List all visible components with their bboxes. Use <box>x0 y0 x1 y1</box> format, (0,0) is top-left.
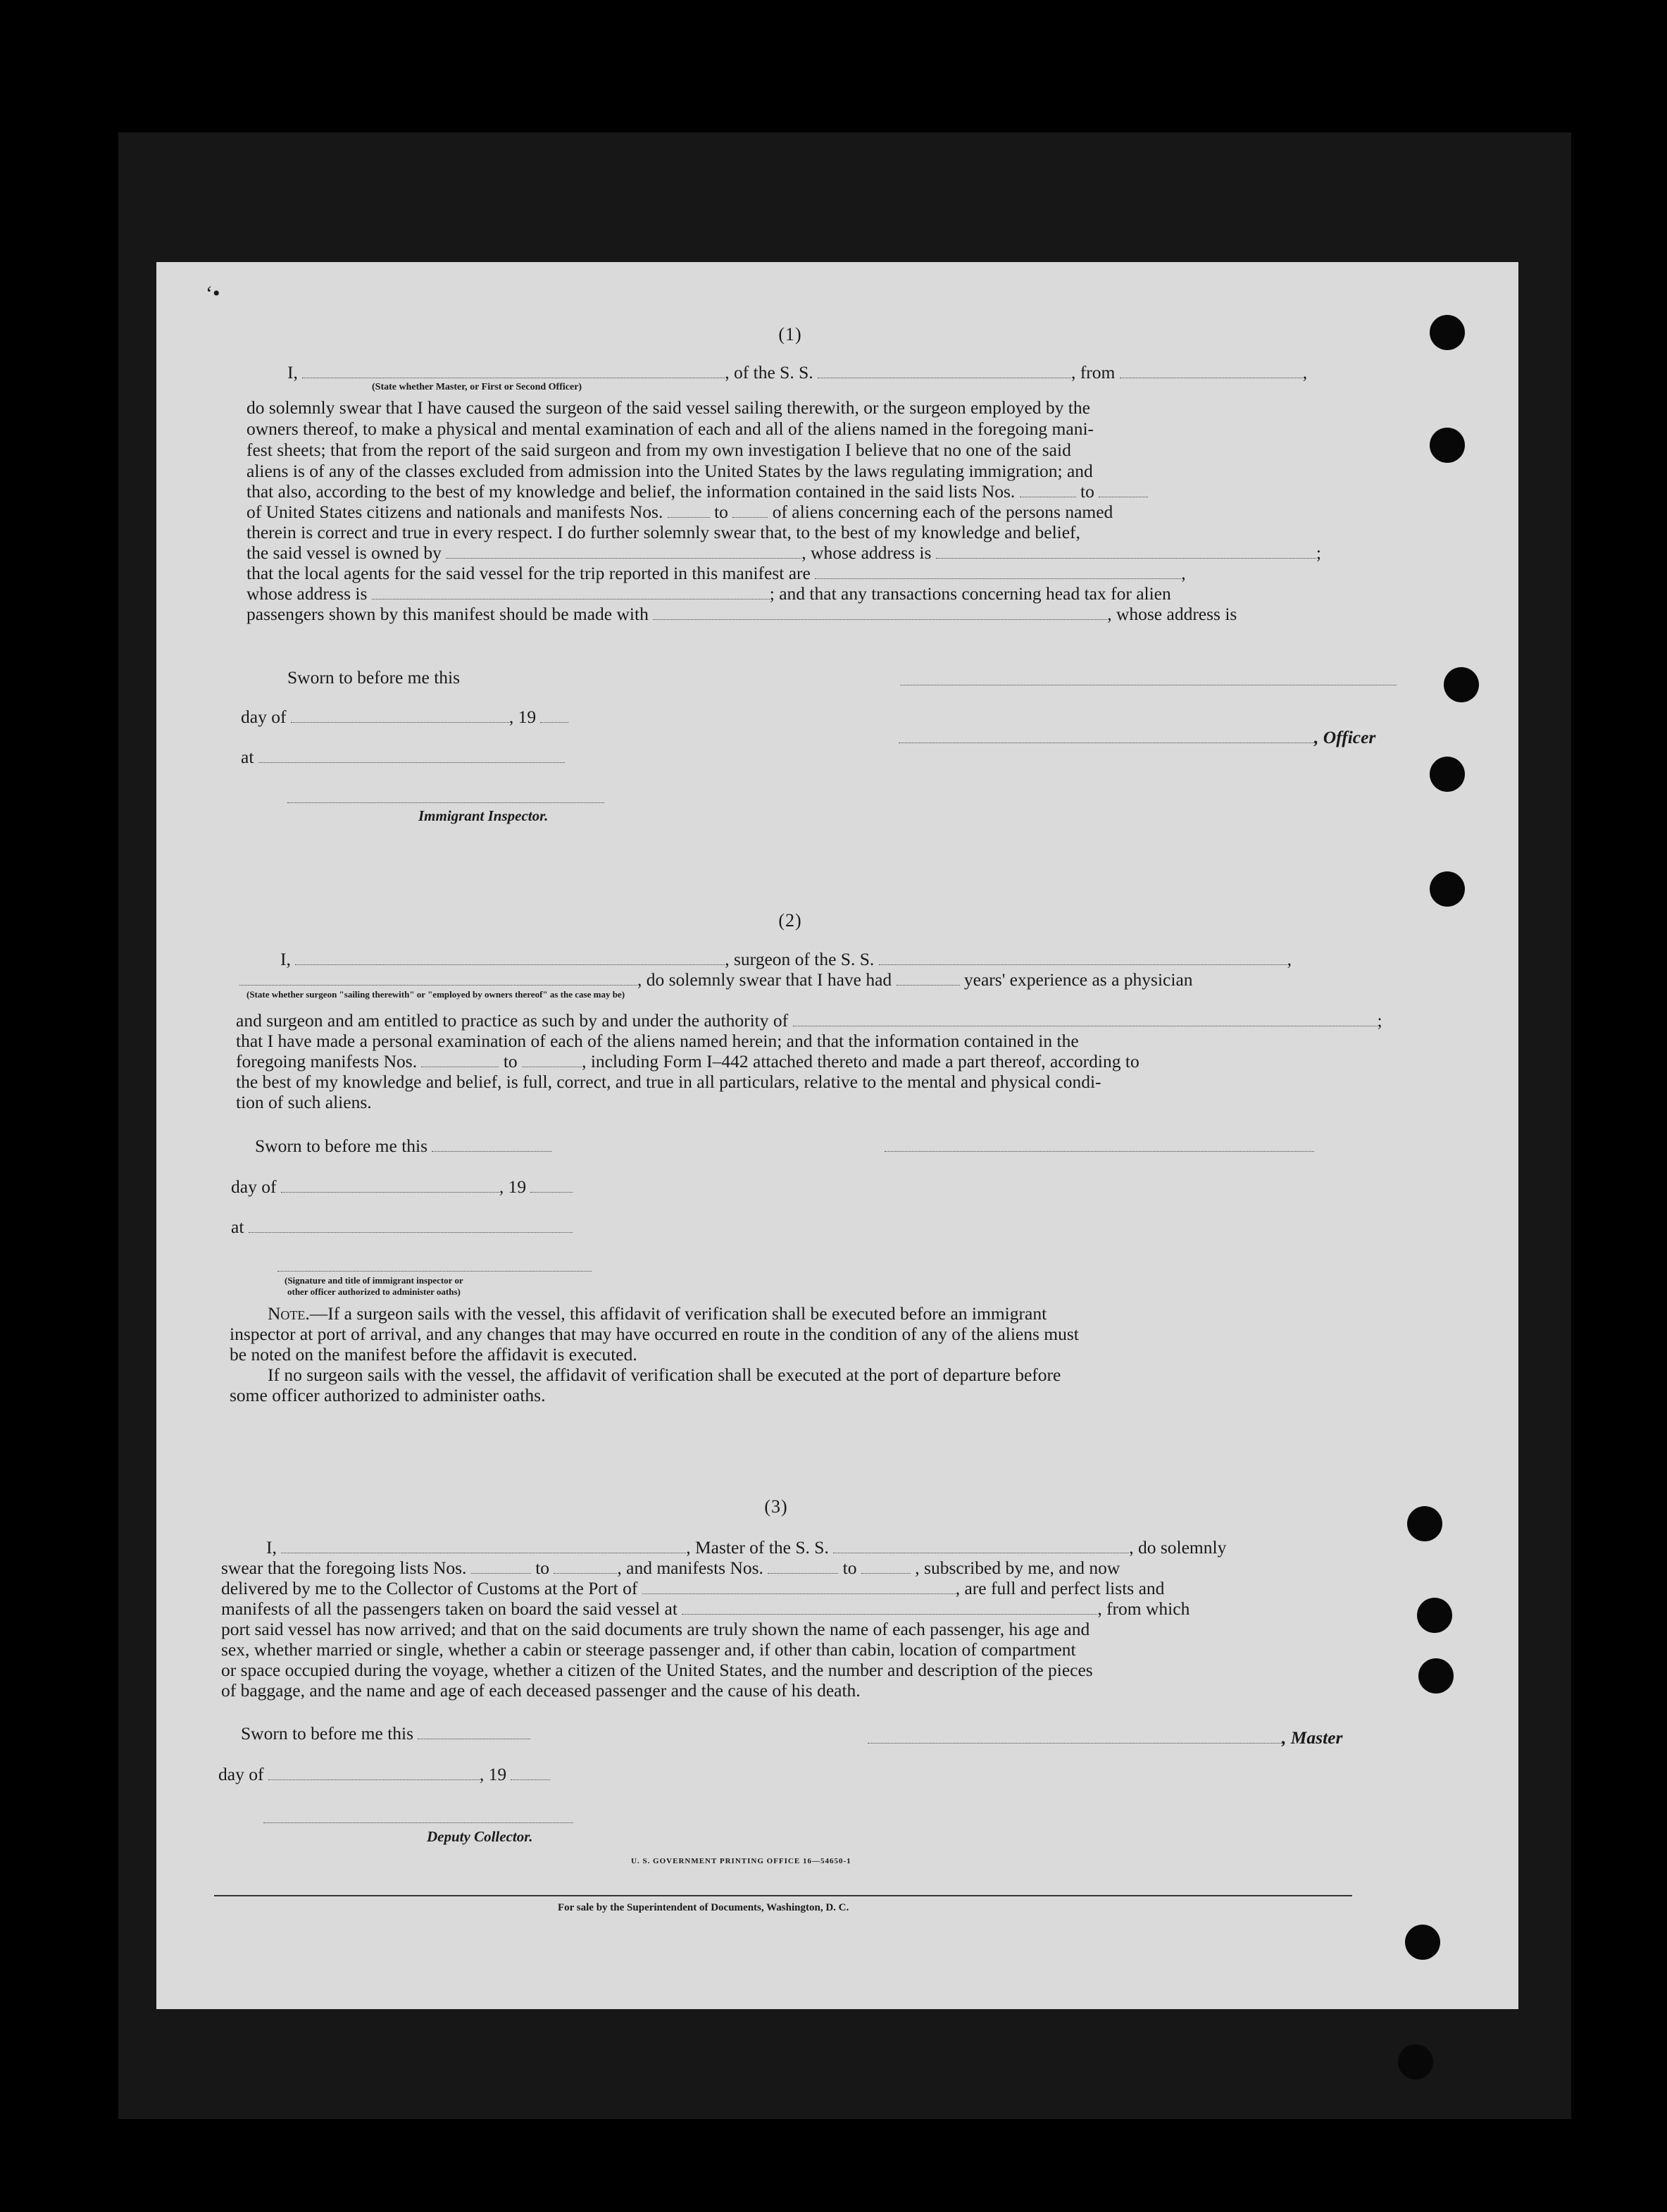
from-port-field[interactable] <box>1120 364 1303 378</box>
s3-line-2: swear that the foregoing lists Nos. to , and manifests Nos. to , subscribed by me, and now <box>221 1558 1120 1578</box>
punch-hole-icon <box>1430 871 1465 907</box>
s2-manifest-to-field[interactable] <box>522 1052 582 1067</box>
vessel-name-field[interactable] <box>818 364 1071 378</box>
s1-para-line: whose address is ; and that any transactions concerning head tax for alien <box>246 583 1171 604</box>
s2-at-field[interactable] <box>249 1218 573 1233</box>
note-line: If no surgeon sails with the vessel, the affidavit of verification shall be executed at the port of departure before <box>268 1365 1061 1385</box>
deputy-label: Deputy Collector. <box>427 1828 533 1845</box>
s1-officer-hint: (State whether Master, or First or Second Officer) <box>372 382 582 392</box>
s1-at-field[interactable] <box>258 748 565 763</box>
s1-sworn-line: Sworn to before me this <box>287 667 461 688</box>
s2-para-line: tion of such aliens. <box>236 1092 372 1112</box>
s3-list-from-field[interactable] <box>471 1559 531 1574</box>
list-no-to-field[interactable] <box>1099 483 1148 497</box>
s3-manifest-from-field[interactable] <box>768 1559 838 1574</box>
footer-rule <box>214 1895 1352 1896</box>
note-line: some officer authorized to administer oaths. <box>230 1385 546 1405</box>
s3-day-field[interactable] <box>268 1765 480 1780</box>
s3-manifest-to-field[interactable] <box>861 1559 911 1574</box>
years-experience-field[interactable] <box>897 971 960 986</box>
s2-vessel-field[interactable] <box>879 950 1287 965</box>
agents-address-field[interactable] <box>372 585 770 599</box>
s2-inspector-signature-line[interactable] <box>277 1271 592 1272</box>
s1-day-field[interactable] <box>291 708 509 723</box>
s3-para-line: sex, whether married or single, whether a cabin or steerage passenger and, if other than cabin, location of compartment <box>221 1639 1076 1660</box>
note-line: Note.—If a surgeon sails with the vessel, this affidavit of verification shall be executed before an immigrant <box>268 1303 1047 1324</box>
s3-day-line: day of , 19 <box>218 1764 550 1785</box>
officer-signature-field[interactable] <box>899 728 1314 743</box>
s2-day-line: day of , 19 <box>231 1176 573 1198</box>
s2-line-1: I, , surgeon of the S. S. , <box>280 949 1292 969</box>
punch-hole-icon <box>1430 315 1465 350</box>
s3-master-line: , Master <box>868 1727 1342 1748</box>
punch-hole-icon <box>1430 757 1465 792</box>
for-sale-note: For sale by the Superintendent of Documents, Washington, D. C. <box>558 1902 849 1913</box>
s3-para-line: or space occupied during the voyage, whether a citizen of the United States, and the number and description of the pieces <box>221 1660 1093 1680</box>
s3-para-line: port said vessel has now arrived; and that on the said documents are truly shown the name of each passenger, his age and <box>221 1619 1090 1639</box>
manifest-no-from-field[interactable] <box>668 503 710 518</box>
s2-para-line: the best of my knowledge and belief, is full, correct, and true in all particulars, relative to the mental and physical condi- <box>236 1071 1101 1092</box>
head-tax-party-field[interactable] <box>653 605 1107 620</box>
s2-para-line: foregoing manifests Nos. to , including Form I–442 attached thereto and made a part thereof, according to <box>236 1051 1140 1071</box>
punch-hole-icon <box>1430 428 1465 463</box>
section-2-number: (2) <box>778 910 802 931</box>
owner-address-field[interactable] <box>936 544 1316 559</box>
corner-mark: ʻ• <box>206 282 220 305</box>
form-page <box>156 262 1518 2009</box>
s1-para-line: aliens is of any of the classes excluded from admission into the United States by the laws regulating immigration; and <box>246 461 1093 481</box>
s2-year-field[interactable] <box>530 1178 573 1193</box>
s3-sworn-line: Sworn to before me this <box>241 1723 530 1744</box>
s1-para-line: do solemnly swear that I have caused the surgeon of the said vessel sailing therewith, or the surgeon employed by the <box>246 397 1090 418</box>
s1-day-line: day of , 19 <box>241 707 568 728</box>
punch-hole-icon <box>1405 1925 1440 1960</box>
s1-para-line: owners thereof, to make a physical and mental examination of each and all of the aliens named in the foregoing mani- <box>246 418 1094 439</box>
punch-hole-icon <box>1407 1506 1442 1541</box>
punch-hole-icon <box>1398 2044 1433 2080</box>
s1-para-line: the said vessel is owned by , whose address is ; <box>246 542 1321 563</box>
s2-day-field[interactable] <box>281 1178 499 1193</box>
note-line: inspector at port of arrival, and any changes that may have occurred en route in the condition of any of the aliens must <box>230 1324 1079 1344</box>
boarding-port-field[interactable] <box>682 1600 1097 1615</box>
s1-para-line: that also, according to the best of my knowledge and belief, the information contained in the said lists Nos. to <box>246 481 1148 502</box>
s2-sig-hint: other officer authorized to administer oaths) <box>287 1286 461 1297</box>
s3-sworn-field[interactable] <box>418 1725 530 1739</box>
authority-field[interactable] <box>793 1012 1378 1026</box>
port-of-field[interactable] <box>642 1579 956 1594</box>
punch-hole-icon <box>1444 667 1479 702</box>
s2-sworn-line: Sworn to before me this <box>255 1136 551 1157</box>
s2-at-line: at <box>231 1217 573 1238</box>
manifest-no-to-field[interactable] <box>732 503 768 518</box>
punch-hole-icon <box>1418 1658 1454 1694</box>
surgeon-status-field[interactable] <box>239 971 637 986</box>
surgeon-name-field[interactable] <box>295 950 725 965</box>
s1-para-line: that the local agents for the said vessel for the trip reported in this manifest are , <box>246 563 1186 583</box>
s1-at-line: at <box>241 747 565 768</box>
s3-master-name-field[interactable] <box>281 1539 686 1553</box>
s1-para-line: fest sheets; that from the report of the said surgeon and from my own investigation I believe that no one of the said <box>246 440 1071 460</box>
punch-hole-icon <box>1417 1598 1452 1633</box>
inspector-signature-line[interactable] <box>287 802 604 803</box>
s3-para-line: of baggage, and the name and age of each deceased passenger and the cause of his death. <box>221 1680 861 1701</box>
s2-manifest-from-field[interactable] <box>421 1052 499 1067</box>
master-name-field[interactable] <box>302 364 725 378</box>
s3-vessel-field[interactable] <box>833 1539 1129 1553</box>
local-agents-field[interactable] <box>815 564 1181 579</box>
s1-para-line: passengers shown by this manifest should be made with , whose address is <box>246 604 1237 624</box>
deputy-signature-line[interactable] <box>263 1822 573 1823</box>
s3-line-1: I, , Master of the S. S. , do solemnly <box>266 1537 1227 1558</box>
note-line: be noted on the manifest before the affidavit is executed. <box>230 1344 637 1365</box>
printer-imprint: U. S. GOVERNMENT PRINTING OFFICE 16—54650-1 <box>631 1857 851 1865</box>
s1-officer-line: , Officer <box>899 727 1375 748</box>
s3-line-3: delivered by me to the Collector of Customs at the Port of , are full and perfect lists and <box>221 1578 1165 1598</box>
s2-sworn-field[interactable] <box>432 1137 551 1152</box>
s2-line-2: , do solemnly swear that I have had years' experience as a physician <box>239 969 1193 990</box>
section-1-number: (1) <box>778 324 802 344</box>
s1-year-field[interactable] <box>540 708 568 723</box>
inspector-label: Immigrant Inspector. <box>418 807 549 824</box>
section-3-number: (3) <box>764 1496 788 1517</box>
s2-para-line: and surgeon and am entitled to practice as such by and under the authority of ; <box>236 1010 1382 1031</box>
s2-sig-hint: (Signature and title of immigrant inspector or <box>285 1275 463 1286</box>
s3-line-4: manifests of all the passengers taken on board the said vessel at , from which <box>221 1598 1190 1619</box>
s1-para-line: of United States citizens and nationals and manifests Nos. to of aliens concerning each of the persons named <box>246 502 1113 522</box>
s1-para-line: therein is correct and true in every respect. I do further solemnly swear that, to the best of my knowledge and belief, <box>246 522 1080 542</box>
s2-surgeon-hint: (State whether surgeon "sailing therewith" or "employed by owners thereof" as the case may be) <box>246 989 625 1000</box>
owner-field[interactable] <box>446 544 801 559</box>
list-no-from-field[interactable] <box>1020 483 1076 497</box>
surgeon-signature-line[interactable] <box>885 1151 1314 1152</box>
s2-para-line: that I have made a personal examination of each of the aliens named herein; and that the information contained in the <box>236 1031 1079 1051</box>
s3-list-to-field[interactable] <box>554 1559 617 1574</box>
master-signature-field[interactable] <box>868 1729 1282 1744</box>
s1-intro-line: I, , of the S. S. , from , <box>287 362 1308 383</box>
s3-year-field[interactable] <box>511 1765 550 1780</box>
